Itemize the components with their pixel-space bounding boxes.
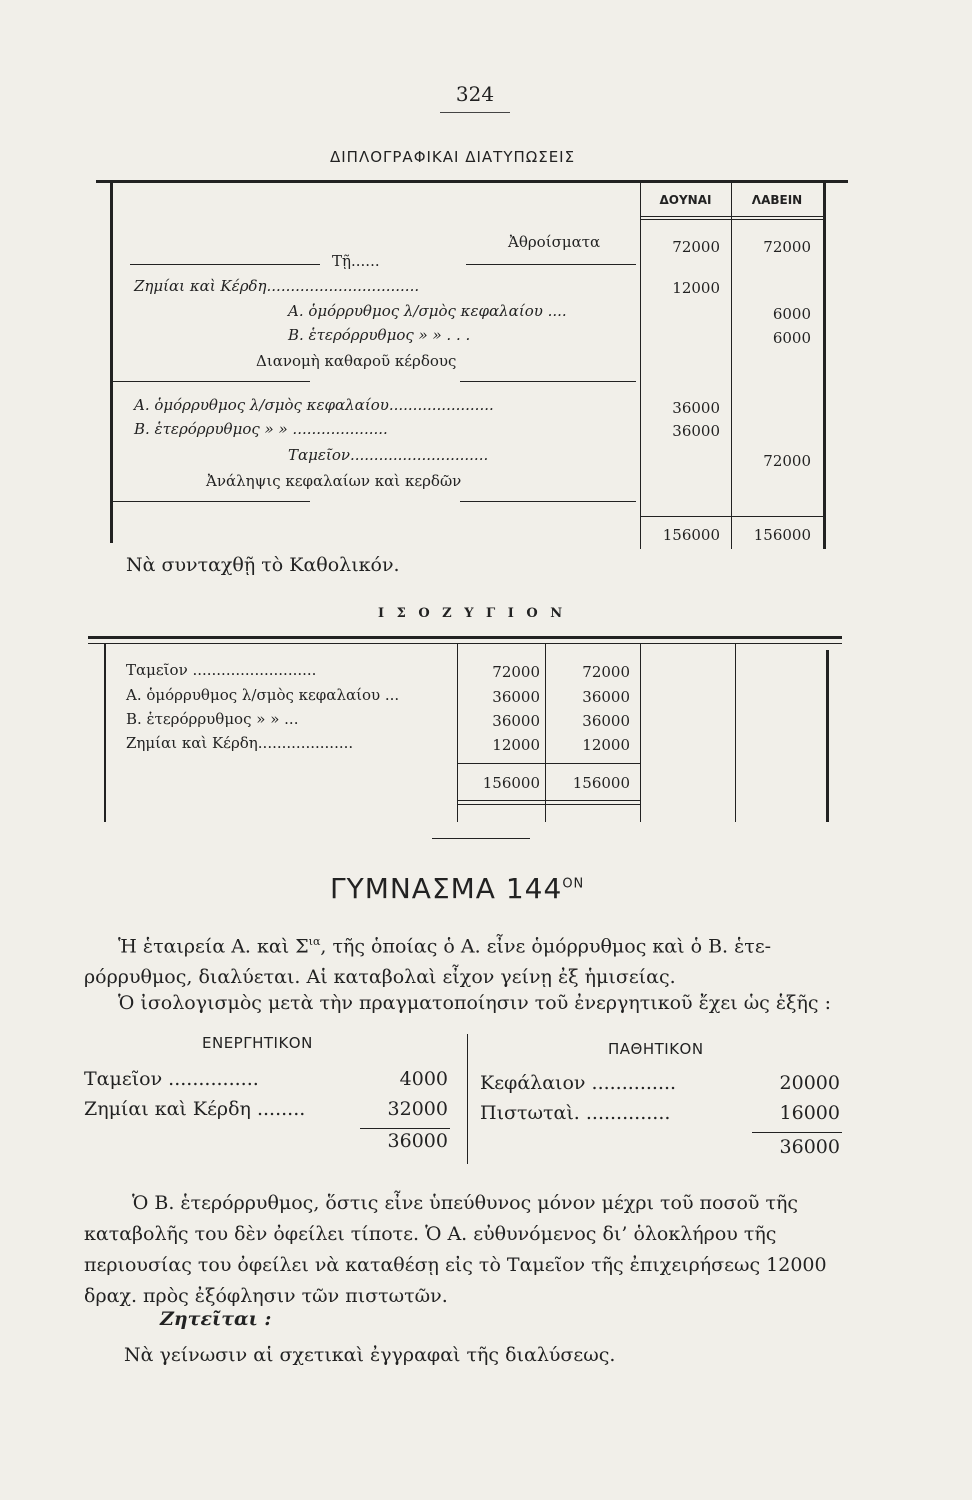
- journal-line-debit: 36000: [672, 422, 720, 440]
- liabilities-total-rule: [752, 1132, 842, 1133]
- journal-line-account: Α. ὁμόρρυθμος λ/σμὸς κεφαλαίου......................: [134, 396, 494, 414]
- journal-line-account: Α. ὁμόρρυθμος λ/σμὸς κεφαλαίου ....: [288, 302, 567, 320]
- trial-balance-account: Ζημίαι καὶ Κέρδη....................: [126, 734, 354, 752]
- journal-line-debit: 36000: [672, 399, 720, 417]
- exercise-intro-p1-b: , τῆς ὁποίας ὁ Α. εἶνε ὁμόρρυθμος καὶ ὁ Β. ἑτε- ρόρρυθμος, διαλύεται. Αἱ καταβολαὶ εἶχον γείνῃ ἐξ ἡμισείας.: [84, 935, 772, 989]
- journal-total-credit: 156000: [753, 526, 811, 544]
- trial-balance-credit: 72000: [582, 663, 630, 681]
- assets-heading: ΕΝΕΡΓΗΤΙΚΟΝ: [202, 1034, 313, 1052]
- journal-narration: Διανομὴ καθαροῦ κέρδους: [256, 352, 457, 370]
- exercise-intro-p1-sup: ια: [308, 935, 321, 948]
- exercise-title: [330, 872, 584, 905]
- trial-balance-credit: 36000: [582, 688, 630, 706]
- section-divider: [432, 838, 530, 839]
- trial-balance-top-rule: [88, 636, 842, 639]
- journal-header-rule-2: [640, 219, 826, 220]
- trial-balance-credit: 12000: [582, 736, 630, 754]
- liabilities-total: 36000: [779, 1136, 840, 1158]
- journal-entry-date: Τῇ......: [332, 252, 380, 270]
- journal-left-rule: [110, 183, 113, 543]
- trial-balance-debit: 36000: [492, 712, 540, 730]
- trial-balance-left-rule: [104, 644, 106, 822]
- journal-date-rule-left: [130, 264, 320, 265]
- trial-balance-total-credit: 156000: [572, 774, 630, 792]
- liability-label: Πιστωταὶ. ..............: [480, 1102, 671, 1124]
- journal-entry-separator-right: [460, 381, 636, 382]
- liability-value: 20000: [779, 1072, 840, 1094]
- running-header: ΔΙΠΛΟΓΡΑΦΙΚΑΙ ΔΙΑΤΥΠΩΣΕΙΣ: [330, 148, 576, 166]
- journal-col-credit: ΛΑΒΕΙΝ: [751, 193, 803, 207]
- journal-narration: Ἀνάληψις κεφαλαίων καὶ κερδῶν: [206, 472, 462, 490]
- journal-line-account: Β. ἑτερόρρυθμος » » ....................: [134, 420, 388, 438]
- trial-balance-account: Β. ἑτερόρρυθμος » » ...: [126, 710, 299, 728]
- journal-line-credit: 6000: [772, 305, 811, 323]
- journal-entry-title: Ἀθροίσματα: [508, 233, 601, 251]
- exercise-intro-p1: [84, 926, 854, 993]
- asset-value: 32000: [387, 1098, 448, 1120]
- asset-label: Ζημίαι καὶ Κέρδη ........: [84, 1098, 306, 1120]
- journal-header-rule: [640, 216, 826, 217]
- liabilities-heading: ΠΑΘΗΤΙΚΟΝ: [608, 1040, 704, 1058]
- journal-right-rule: [823, 183, 826, 549]
- trial-balance-double-rule-2: [457, 804, 640, 805]
- ledger-note: Νὰ συνταχθῇ τὸ Καθολικόν.: [126, 554, 400, 576]
- journal-line-debit: 12000: [672, 279, 720, 297]
- liability-value: 16000: [779, 1102, 840, 1124]
- journal-date-rule-right: [466, 264, 636, 265]
- trial-balance-debit: 72000: [492, 663, 540, 681]
- trial-balance-debit: 36000: [492, 688, 540, 706]
- trial-balance-credit-left-rule: [545, 644, 546, 822]
- journal-bottom-rule-right: [460, 501, 636, 502]
- journal-entry-title-debit: 72000: [672, 238, 720, 256]
- trial-balance-debit: 12000: [492, 736, 540, 754]
- journal-entry-title-credit: 72000: [763, 238, 811, 256]
- exercise-title-sup: ΟΝ: [562, 876, 585, 892]
- journal-line-account: Ζημίαι καὶ Κέρδη................................: [134, 277, 420, 295]
- liability-label: Κεφάλαιον ..............: [480, 1072, 677, 1094]
- journal-top-rule: [96, 180, 848, 183]
- asset-label: Ταμεῖον ...............: [84, 1068, 259, 1090]
- journal-line-account: Β. ἑτερόρρυθμος » » . . .: [288, 326, 471, 344]
- exercise-intro-p1-a: Ἡ ἑταιρεία Α. καὶ Σ: [118, 935, 309, 958]
- assets-total: 36000: [387, 1130, 448, 1152]
- assets-total-rule: [360, 1128, 450, 1129]
- trial-balance-account: Α. ὁμόρρυθμος λ/σμὸς κεφαλαίου ...: [126, 686, 400, 704]
- trial-balance-col4-rule: [735, 644, 736, 822]
- asset-value: 4000: [399, 1068, 448, 1090]
- trial-balance-double-rule: [457, 800, 640, 801]
- journal-line-credit: 6000: [772, 329, 811, 347]
- page-number-rule: [440, 112, 510, 113]
- journal-line-account: Ταμεῖον.............................: [288, 446, 489, 464]
- exercise-body: Ὁ Β. ἑτερόρρυθμος, ὅστις εἶνε ὑπεύθυνος μόνον μέχρι τοῦ ποσοῦ τῆς καταβολῆς του δὲν ὀφείλει τίποτε. Ὁ Α. εὐθυνόμενος δι’ ὁλοκλήρου τῆς περιουσίας του ὀφείλει νὰ καταθέσῃ εἰς τὸ Ταμεῖον τῆς ἐπιχειρήσεως 12000 δραχ. πρὸς ἐξόφλησιν τῶν πιστωτῶν.: [84, 1192, 827, 1307]
- trial-balance-total-debit: 156000: [482, 774, 540, 792]
- trial-balance-credit: 36000: [582, 712, 630, 730]
- trial-balance-total-rule: [457, 763, 640, 764]
- balance-divider: [467, 1034, 468, 1164]
- required-text: Νὰ γείνωσιν αἱ σχετικαὶ ἐγγραφαὶ τῆς διαλύσεως.: [124, 1344, 616, 1366]
- page-number: 324: [455, 82, 495, 106]
- exercise-title-text: ΓΥΜΝΑΣΜΑ 144: [330, 872, 563, 905]
- trial-balance-right-rule: [826, 650, 829, 822]
- journal-total-debit: 156000: [662, 526, 720, 544]
- journal-col-debit: ΔΟΥΝΑΙ: [659, 193, 712, 207]
- journal-line-credit: 72000: [763, 452, 811, 470]
- journal-entry-separator-left: [110, 381, 310, 382]
- required-label: Ζητεῖται :: [160, 1308, 272, 1330]
- trial-balance-account: Ταμεῖον ..........................: [126, 661, 317, 679]
- journal-total-rule: [640, 516, 826, 517]
- trial-balance-debit-left-rule: [457, 644, 458, 822]
- journal-bottom-rule-left: [110, 501, 310, 502]
- trial-balance-top-rule-2: [88, 643, 842, 644]
- trial-balance-col3-rule: [640, 644, 641, 822]
- trial-balance-title: Ι Σ Ο Ζ Υ Γ Ι Ο Ν: [378, 606, 567, 621]
- exercise-intro-p2: Ὁ ἰσολογισμὸς μετὰ τὴν πραγματοποίησιν τοῦ ἐνεργητικοῦ ἔχει ὡς ἑξῆς :: [118, 992, 831, 1014]
